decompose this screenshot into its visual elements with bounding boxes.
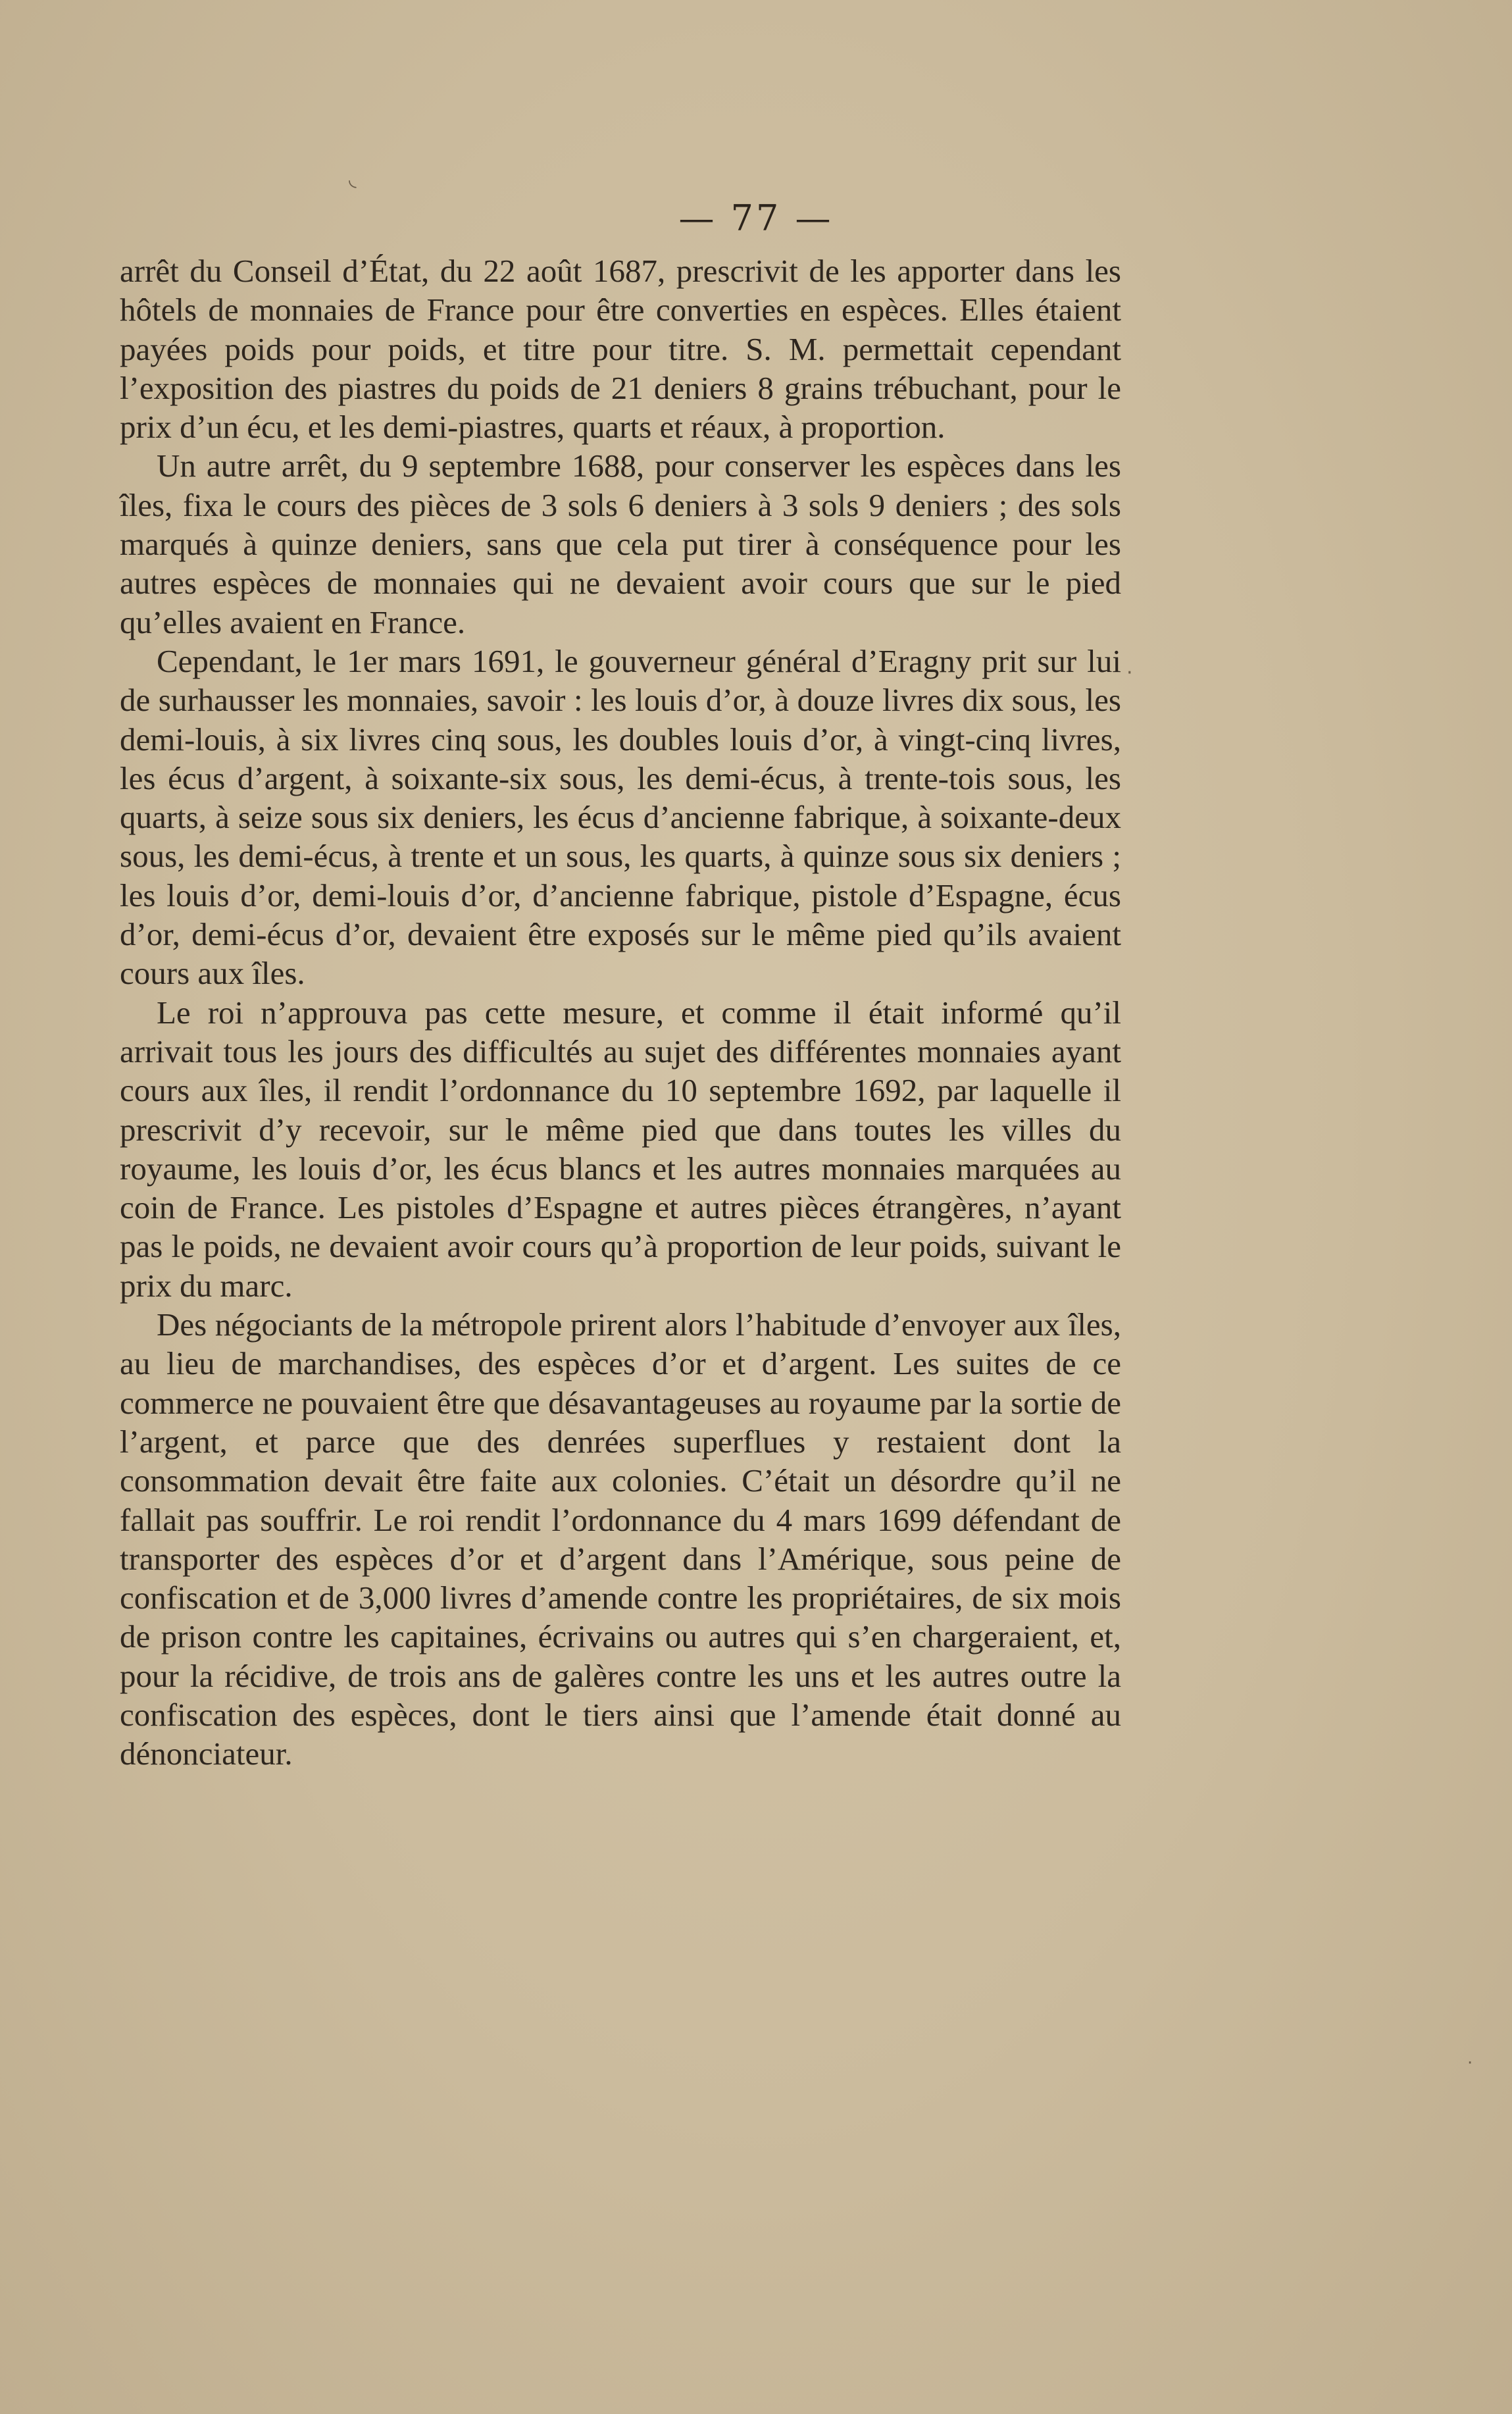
- paragraph-2: Un autre arrêt, du 9 septembre 1688, pour conserver les espèces dans les îles, fixa le cours des pièces de 3 sols 6 deniers à 3 sols 9 deniers ; des sols marqués à quinze deniers, sans que cela put tirer à conséquence pour les autres espèces de monnaies qui ne devaient avoir cours que sur le pied qu’elles avaient en France.: [120, 448, 1121, 640]
- paragraph-3: Cependant, le 1er mars 1691, le gouverneur général d’Eragny prit sur lui de surhausser les monnaies, savoir : les louis d’or, à douze livres dix sous, les demi-louis, à six livres cinq sous, les doubles louis d’or, à vingt-cinq livres, les écus d’argent, à soixante-six sous, les demi-écus, à trente-tois sous, les quarts, à seize sous six deniers, les écus d’ancienne fabrique, à soixante-deux sous, les demi-écus, à trente et un sous, les quarts, à quinze sous six deniers ; les louis d’or, demi-louis d’or, d’ancienne fabrique, pistole d’Espagne, écus d’or, demi-écus d’or, devaient être exposés sur le même pied qu’ils avaient cours aux îles.: [120, 642, 1121, 992]
- paragraph-5: Des négociants de la métropole prirent alors l’habitude d’envoyer aux îles, au lieu de marchandises, des espèces d’or et d’argent. Les suites de ce commerce ne pouvaient être que désavantageuses au royaume par la sortie de l’argent, et parce que des denrées superflues y restaient dont la consommation devait être faite aux colonies. C’était un désordre qu’il ne fallait pas souffrir. Le roi rendit l’ordonnance du 4 mars 1699 défendant de transporter des espèces d’or et d’argent dans l’Amérique, sous peine de confiscation et de 3,000 livres d’amende contre les propriétaires, de six mois de prison contre les capitaines, écrivains ou autres qui s’en chargeraient, et, pour la récidive, de trois ans de galères contre les uns et les autres outre la confiscation des espèces, dont le tiers ainsi que l’amende était donné au dénonciateur.: [120, 1306, 1121, 1772]
- page-number: — 77 —: [678, 197, 834, 239]
- paper-speck: ·: [1467, 2053, 1473, 2073]
- paragraph-4: Le roi n’approuva pas cette mesure, et comme il était informé qu’il arrivait tous les jours des difficultés au sujet des différentes monnaies ayant cours aux îles, il rendit l’ordonnance du 10 septembre 1692, par laquelle il prescrivit d’y recevoir, sur le même pied que dans toutes les villes du royaume, les louis d’or, les écus blancs et les autres monnaies marquées au coin de France. Les pistoles d’Espagne et autres pièces étrangères, n’ayant pas le poids, ne devaient avoir cours qu’à proportion de leur poids, suivant le prix du marc.: [120, 994, 1121, 1304]
- paragraph-1: arrêt du Conseil d’État, du 22 août 1687, prescrivit de les apporter dans les hôtels de monnaies de France pour être converties en espèces. Elles étaient payées poids pour poids, et titre pour titre. S. M. permettait cependant l’exposition des piastres du poids de 21 deniers 8 grains trébuchant, pour le prix d’un écu, et les demi-piastres, quarts et réaux, à proportion.: [120, 253, 1121, 446]
- paper-speck: ·: [1126, 661, 1133, 684]
- body-text: [120, 251, 1121, 1774]
- paper-speck: ◟: [349, 168, 357, 191]
